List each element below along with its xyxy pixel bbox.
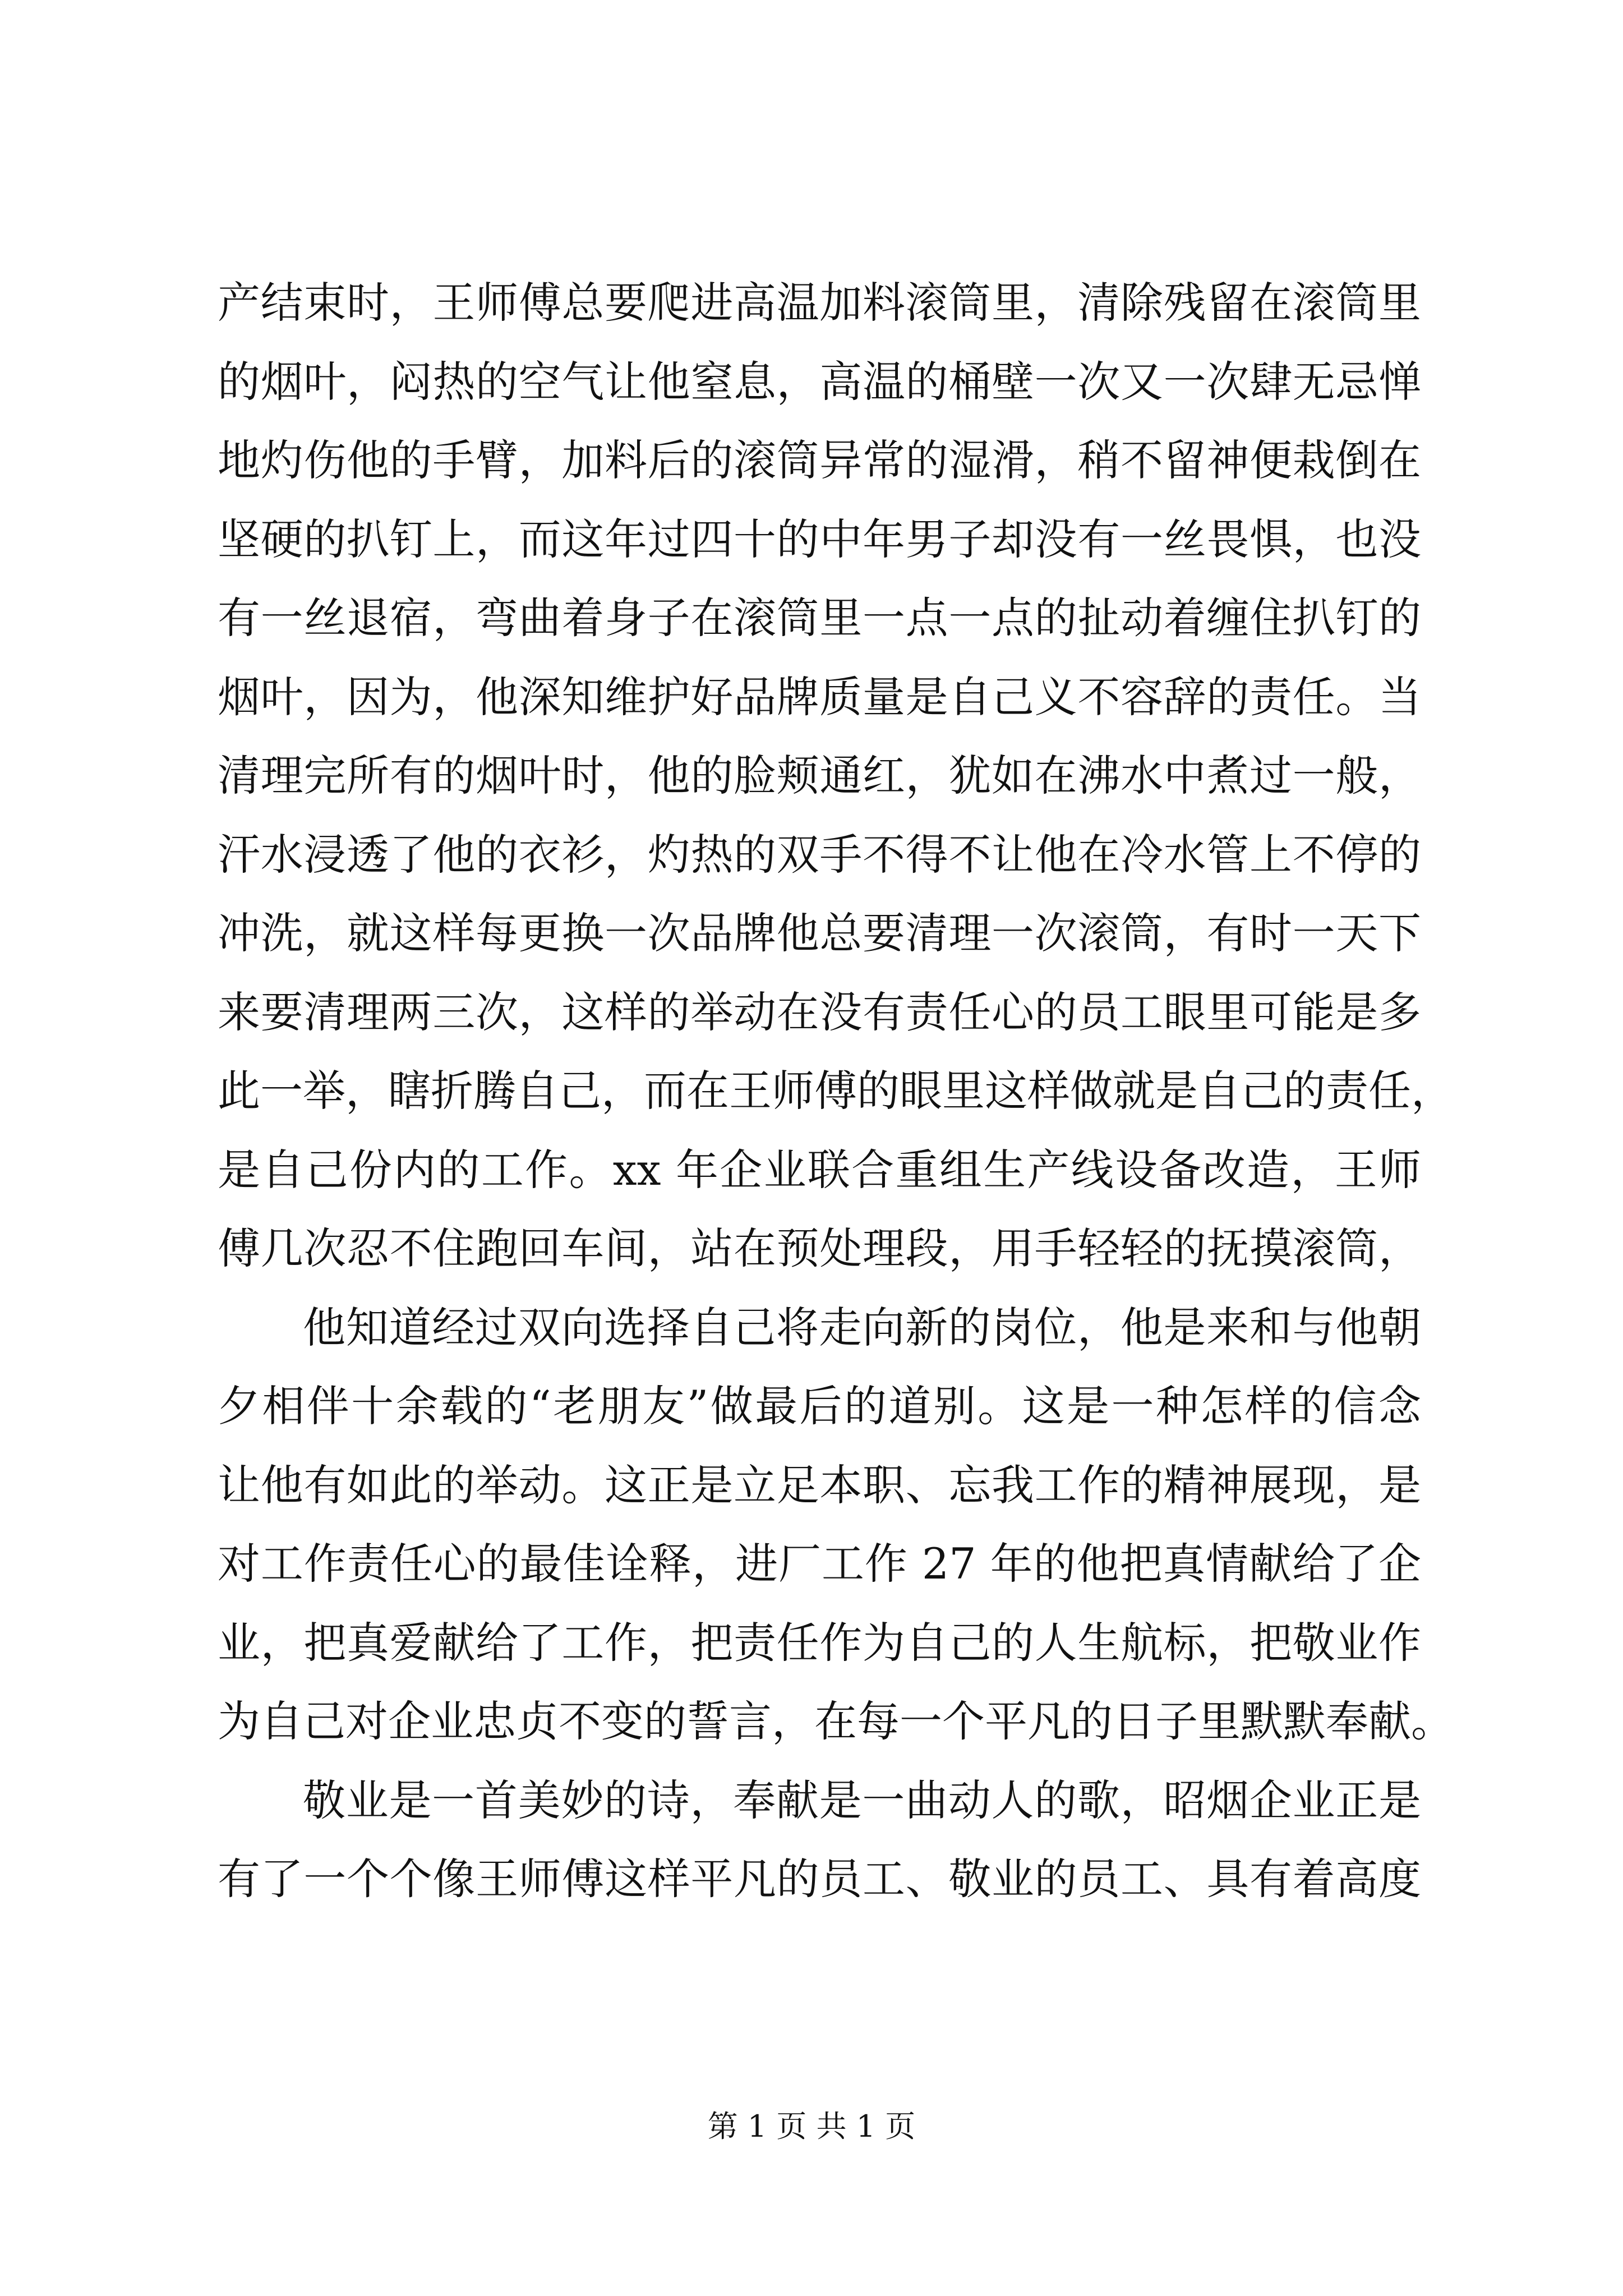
text-line: 有一丝退宿，弯曲着身子在滚筒里一点一点的扯动着缠住扒钉的 (218, 593, 1421, 643)
text-line: 为自己对企业忠贞不变的誓言，在每一个平凡的日子里默默奉献。 (218, 1696, 1454, 1746)
text-line: 冲洗，就这样每更换一次品牌他总要清理一次滚筒，有时一天下 (218, 908, 1421, 958)
text-line: 来要清理两三次，这样的举动在没有责任心的员工眼里可能是多 (218, 987, 1421, 1037)
text-line: 让他有如此的举动。这正是立足本职、忘我工作的精神展现，是 (218, 1460, 1421, 1510)
paragraph-2 (218, 1289, 1454, 1761)
text-line: 坚硬的扒钉上，而这年过四十的中年男子却没有一丝畏惧，也没 (218, 514, 1421, 564)
text-line: 此一举，瞎折腾自己，而在王师傅的眼里这样做就是自己的责任， (218, 1066, 1454, 1116)
text-line: 他知道经过双向选择自己将走向新的岗位，他是来和与他朝 (303, 1302, 1421, 1352)
paragraph-1 (218, 264, 1454, 1289)
text-line: 对工作责任心的最佳诠释，进厂工作 27 年的他把真情献给了企 (218, 1539, 1421, 1589)
text-line: 地灼伤他的手臂，加料后的滚筒异常的湿滑，稍不留神便栽倒在 (218, 435, 1421, 485)
paragraph-3 (218, 1761, 1421, 1919)
body-text (218, 264, 1454, 1919)
text-line: 有了一个个像王师傅这样平凡的员工、敬业的员工、具有着高度 (218, 1854, 1421, 1904)
text-line: 夕相伴十余载的“老朋友”做最后的道别。这是一种怎样的信念 (218, 1381, 1421, 1431)
text-line: 产结束时，王师傅总要爬进高温加料滚筒里，清除残留在滚筒里 (218, 278, 1421, 328)
page-footer: 第 1 页 共 1 页 (707, 2109, 916, 2144)
text-line: 敬业是一首美妙的诗，奉献是一曲动人的歌，昭烟企业正是 (303, 1775, 1421, 1825)
text-line: 清理完所有的烟叶时，他的脸颊通红，犹如在沸水中煮过一般， (218, 751, 1421, 800)
text-line: 傅几次忍不住跑回车间，站在预处理段，用手轻轻的抚摸滚筒， (218, 1223, 1421, 1273)
text-line: 汗水浸透了他的衣衫，灼热的双手不得不让他在冷水管上不停的 (218, 829, 1421, 880)
text-line: 业，把真爱献给了工作，把责任作为自己的人生航标，把敬业作 (218, 1617, 1421, 1668)
text-line: 的烟叶，闷热的空气让他窒息，高温的桶壁一次又一次肆无忌惮 (218, 356, 1421, 407)
text-line: 是自己份内的工作。xx 年企业联合重组生产线设备改造，王师 (218, 1144, 1421, 1195)
text-line: 烟叶，因为，他深知维护好品牌质量是自己义不容辞的责任。当 (218, 671, 1421, 722)
